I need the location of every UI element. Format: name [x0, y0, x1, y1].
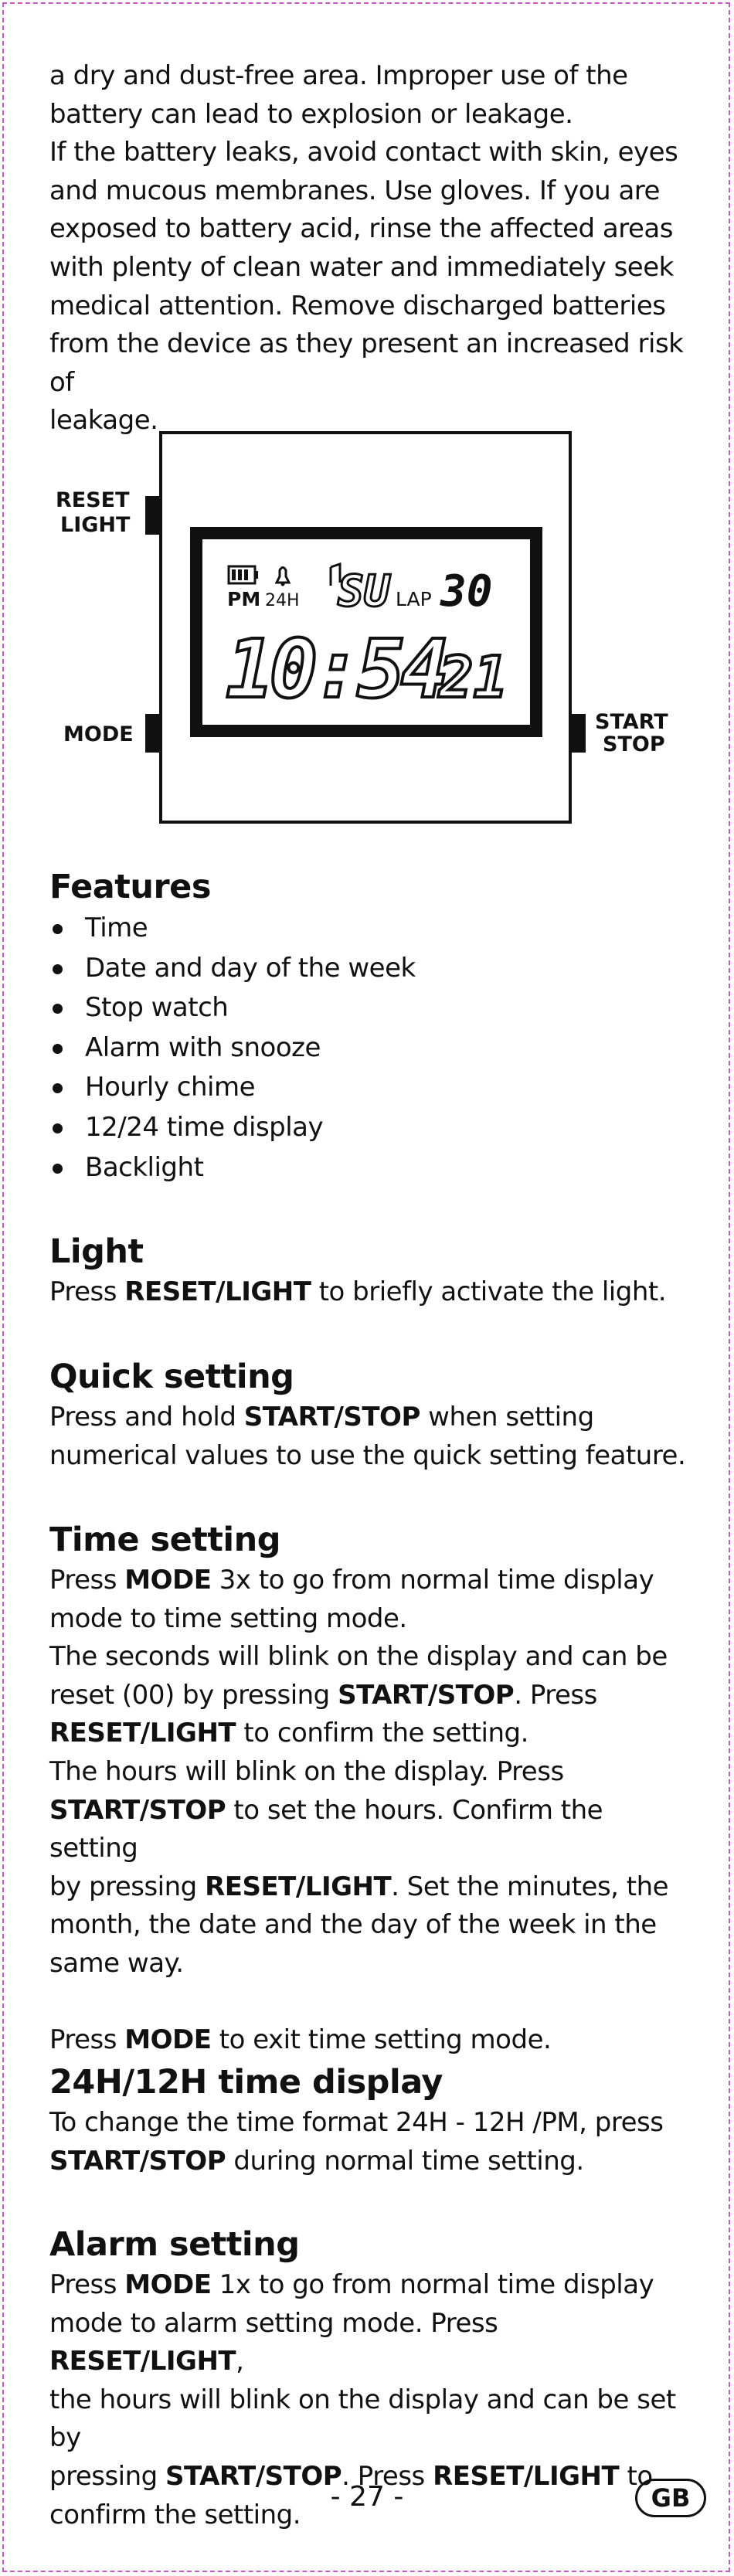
lcd-day-display: SU [338, 566, 390, 617]
start-stop-pusher [570, 714, 586, 753]
light-text: Press RESET/LIGHT to briefly activate the light. [49, 1276, 667, 1307]
intro-line: and mucous membranes. Use gloves. If you are [49, 175, 660, 206]
alarm-setting-text: mode to alarm setting mode. Press RESET/LIGHT, [49, 2307, 498, 2377]
lcd-lap-label: LAP [396, 588, 432, 610]
alarm-setting-text: Press MODE 1x to go from normal time display [49, 2269, 654, 2300]
light-heading: Light [49, 1232, 144, 1271]
watch-diagram-svg [0, 423, 734, 841]
time-setting-text: RESET/LIGHT to confirm the setting. [49, 1718, 528, 1749]
stop-label: STOP [603, 732, 665, 756]
time-setting-text: The hours will blink on the display. Press [49, 1755, 564, 1787]
intro-line: with plenty of clean water and immediately seek [49, 251, 674, 283]
lcd-24h-label: 24H [265, 591, 300, 610]
intro-line: exposed to battery acid, rinse the affected areas [49, 213, 673, 245]
page-number: - 27 - [330, 2481, 404, 2513]
lcd-time-display: 10:54 [226, 622, 445, 716]
time-display-text: To change the time format 24H - 12H /PM, press [49, 2107, 664, 2138]
alarm-setting-text: the hours will blink on the display and can be set by [49, 2384, 676, 2454]
time-setting-text: Press MODE to exit time setting mode. [49, 2024, 552, 2055]
feature-item: Alarm with snooze [49, 1028, 698, 1069]
time-setting-text: The seconds will blink on the display and can be [49, 1641, 668, 1673]
time-setting-text: reset (00) by pressing START/STOP. Press [49, 1679, 597, 1711]
quick-setting-text: Press and hold START/STOP when setting [49, 1402, 594, 1432]
intro-paragraph [49, 57, 698, 440]
time-setting-section [49, 1518, 698, 2059]
light-label: LIGHT [60, 513, 131, 537]
time-display-section [49, 2061, 698, 2180]
time-setting-text: Press MODE 3x to go from normal time display [49, 1565, 654, 1596]
intro-line: If the battery leaks, avoid contact with skin, eyes [49, 137, 678, 168]
intro-line: leakage. [49, 405, 158, 437]
watch-diagram [0, 423, 734, 841]
time-setting-text: by pressing RESET/LIGHT. Set the minutes, the [49, 1871, 669, 1902]
feature-item: Stop watch [49, 988, 698, 1028]
features-list [49, 909, 698, 1188]
lcd-lap-value: 30 [440, 566, 493, 617]
time-setting-text: same way. [49, 1947, 184, 1979]
time-setting-text: START/STOP to set the hours. Confirm the setting [49, 1794, 603, 1864]
features-heading: Features [49, 868, 211, 906]
start-label: START [595, 710, 668, 734]
alarm-setting-text: pressing START/STOP. Press RESET/LIGHT to [49, 2460, 653, 2492]
feature-item: Backlight [49, 1148, 698, 1188]
time-setting-heading: Time setting [49, 1521, 281, 1559]
reset-light-pusher [145, 496, 161, 535]
intro-line: battery can lead to explosion or leakage. [49, 98, 573, 130]
feature-item: Time [49, 909, 698, 949]
feature-item: Hourly chime [49, 1068, 698, 1108]
reset-label: RESET [56, 488, 130, 512]
country-badge: GB [635, 2479, 706, 2517]
features-section [49, 865, 698, 1188]
time-display-text: START/STOP during normal time setting. [49, 2145, 584, 2177]
lcd-pm-label: PM [227, 588, 261, 610]
quick-setting-heading: Quick setting [49, 1358, 294, 1396]
intro-line: from the device as they present an increased risk of [49, 328, 684, 398]
mode-pusher [145, 714, 161, 753]
alarm-setting-text: confirm the setting. [49, 2499, 301, 2530]
alarm-setting-heading: Alarm setting [49, 2225, 300, 2264]
time-setting-text: month, the date and the day of the week in the [49, 1909, 657, 1941]
quick-setting-section [49, 1355, 698, 1475]
quick-setting-text: numerical values to use the quick setting feature. [49, 1439, 686, 1471]
feature-item: 12/24 time display [49, 1108, 698, 1148]
time-setting-text: mode to time setting mode. [49, 1602, 407, 1634]
intro-line: a dry and dust-free area. Improper use of the [49, 60, 628, 91]
time-display-heading: 24H/12H time display [49, 2063, 443, 2102]
light-section [49, 1230, 698, 1312]
lcd-seconds-display: 21 [439, 644, 508, 711]
feature-item: Date and day of the week [49, 949, 698, 989]
intro-line: medical attention. Remove discharged batteries [49, 290, 666, 321]
mode-label: MODE [63, 722, 134, 746]
